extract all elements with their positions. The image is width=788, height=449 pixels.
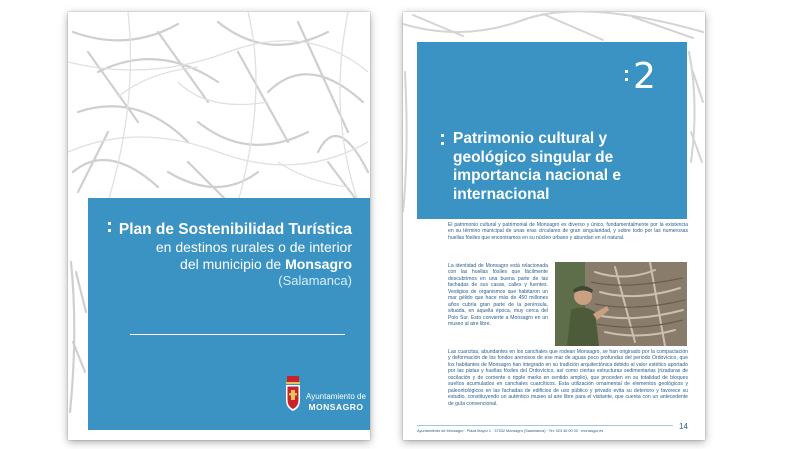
cover-town-name: Monsagro (285, 256, 352, 272)
cover-page (68, 12, 370, 440)
identity-paragraph: La identidad de Monsagro está relacionada con las huellas fósiles que fácilmente descubrimos en una buena parte de las fachadas de sus casas, calles y fuentes. Vestigios de organismos que habitaron un mar gélido que hace más de 450 millones años cubría gran parte de la península, situada, en aquella época, muy cerca del Polo Sur. Esto convierte a Monsagro en un museo al aire libre. (448, 263, 548, 328)
quartzite-paragraph: Las cuarcitas, abundantes en los canchales que rodean Monsagro, se han originado por la compactación y deformación de los fondos arenosos de ese mar de aguas poco profundas del periodo Ordovícico, que los habitantes de Monsagro han integrado en su tradición arquitectónica debido al valor estético aportado por las pistas y huellas fósiles del Ordovícico, así como ciertas estructuras sedimentarias (rizaduras de oscilación y de corriente o ripple marks en sentido amplio), que proceden en su totalidad de bloques sueltos acumulados en canchales cuarcíticos. Esta utilización ornamental de elementos geológicos y paleontológicos en las fachadas de edificios de uso público y privado evita su deterioro y favorece su estudio, constituyendo un auténtico museo al aire libre para el visitante, que cuenta con un antecedente de guía convencional. (448, 349, 688, 407)
coat-of-arms-icon (284, 376, 302, 412)
page-number: 14 (679, 422, 688, 431)
cover-subtitle-line2 (88, 256, 352, 273)
chapter-number: 2 (633, 56, 656, 97)
chapter-number-colon (625, 70, 628, 86)
footer-divider (417, 425, 673, 426)
fossil-wall-photo (555, 262, 687, 346)
cover-subtitle-prefix: del municipio de (180, 256, 286, 272)
publisher-line1: Ayuntamiento de (306, 392, 366, 401)
chapter-title-colon (441, 134, 444, 150)
publisher-line2: MONSAGRO (308, 402, 364, 412)
cover-title-panel (88, 198, 370, 430)
inner-page (403, 12, 705, 440)
page-footer: Ayuntamiento de Monsagro · Plaza Mayor 1 · 37532 Monsagro (Salamanca) · Tel: 923 46 00 00 · monsagro.es (417, 429, 604, 433)
cover-region: (Salamanca) (278, 273, 352, 288)
cover-divider (130, 334, 345, 335)
intro-paragraph: El patrimonio cultural y patrimonial de Monsagro es diverso y único, fundamentalmente por la existencia en su término municipal de unas eras circulares de gran singularidad, y sobre todo por las numerosas huellas fósiles que encontramos en su núcleo urbano y abundan en el natural. (448, 222, 688, 241)
chapter-title: Patrimonio cultural y geológico singular de importancia nacional e internacional (453, 130, 621, 203)
cover-subtitle-line1: en destinos rurales o de interior (155, 239, 352, 255)
chapter-header-panel (417, 42, 687, 219)
cover-title: Plan de Sostenibilidad Turística (118, 221, 352, 238)
publisher-logo-text (306, 391, 366, 413)
